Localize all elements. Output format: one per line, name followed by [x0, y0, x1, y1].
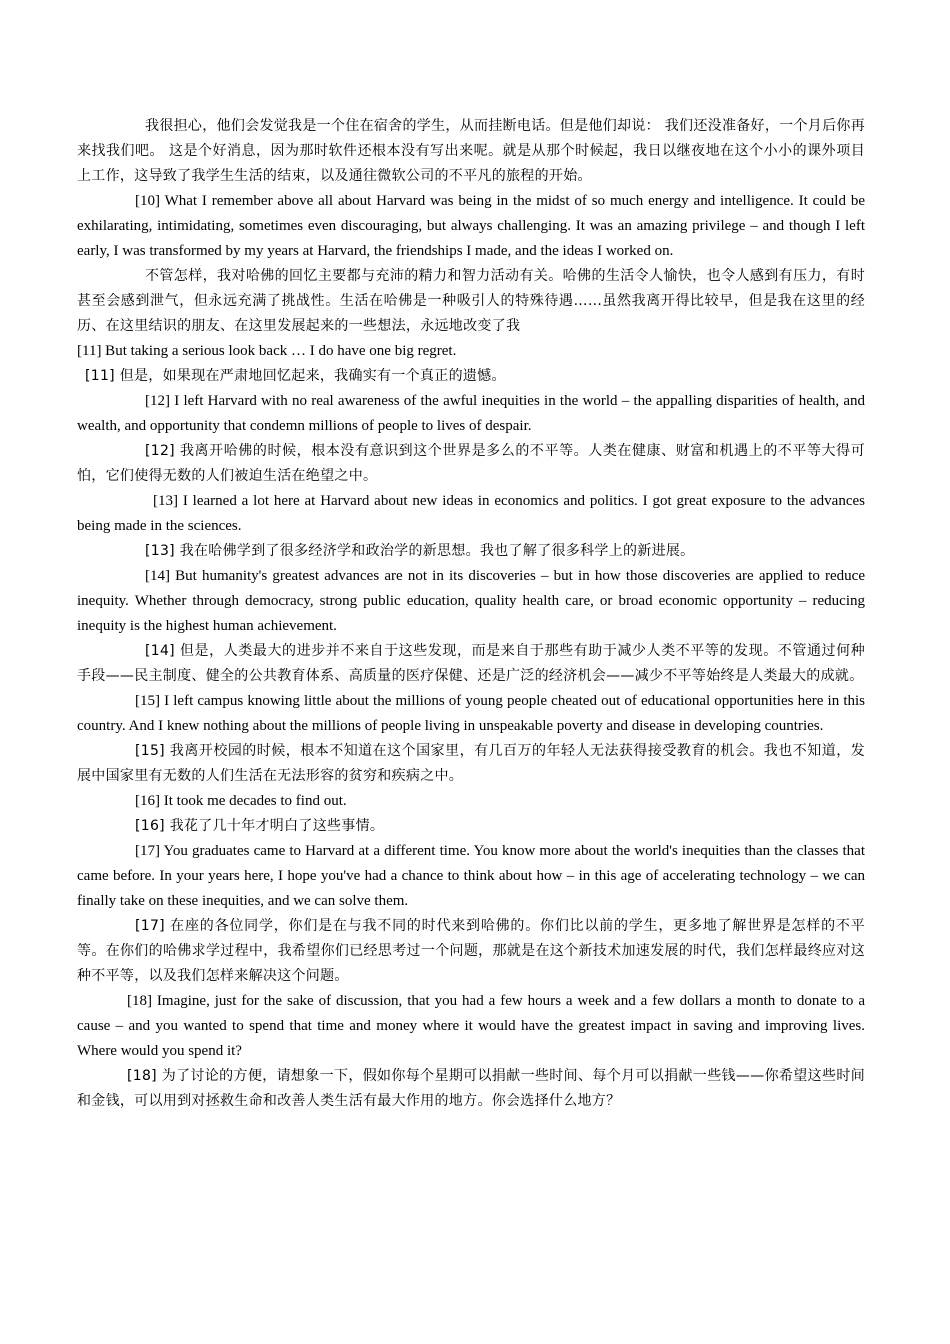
document-body — [77, 114, 865, 1114]
paragraph-zh-15: [15] 我离开校园的时候，根本不知道在这个国家里，有几百万的年轻人无法获得接受教育的机会。我也不知道，发展中国家里有无数的人们生活在无法形容的贫穷和疾病之中。 — [77, 743, 865, 784]
paragraph-zh-intro: 我很担心，他们会发觉我是一个住在宿舍的学生，从而挂断电话。但是他们却说： 我们还没准备好，一个月后你再来找我们吧。 这是个好消息，因为那时软件还根本没有写出来呢。就是从那个时候起，我日以继夜地在这个小小的课外项目上工作，这导致了我学生生活的结束，以及通往微软公司的不平凡的旅程的开始。 — [77, 118, 865, 184]
paragraph-en-13: [13] I learned a lot here at Harvard about new ideas in economics and politics. I got great exposure to the advances being made in the sciences. — [77, 493, 865, 534]
paragraph-zh-10: 不管怎样，我对哈佛的回忆主要都与充沛的精力和智力活动有关。哈佛的生活令人愉快，也令人感到有压力，有时甚至会感到泄气，但永远充满了挑战性。生活在哈佛是一种吸引人的特殊待遇……虽然我离开得比较早，但是我在这里的经历、在这里结识的朋友、在这里发展起来的一些想法，永远地改变了我 — [77, 268, 865, 334]
paragraph-en-14: [14] But humanity's greatest advances are not in its discoveries – but in how those discoveries are applied to reduce inequity. Whether through democracy, strong public education, quality health care, or broad economic opportunity – reducing inequity is the highest human achievement. — [77, 568, 865, 634]
paragraph-zh-16: [16] 我花了几十年才明白了这些事情。 — [135, 818, 385, 834]
paragraph-en-12: [12] I left Harvard with no real awareness of the awful inequities in the world – the appalling disparities of health, and wealth, and opportunity that condemn millions of people to lives of despair. — [77, 393, 865, 434]
paragraph-zh-13: [13] 我在哈佛学到了很多经济学和政治学的新思想。我也了解了很多科学上的新进展。 — [145, 543, 695, 559]
paragraph-en-11: [11] But taking a serious look back … I do have one big regret. — [77, 343, 457, 359]
paragraph-zh-12: [12] 我离开哈佛的时候，根本没有意识到这个世界是多么的不平等。人类在健康、财富和机遇上的不平等大得可怕，它们使得无数的人们被迫生活在绝望之中。 — [77, 443, 865, 484]
paragraph-en-18: [18] Imagine, just for the sake of discussion, that you had a few hours a week and a few dollars a month to donate to a cause – and you wanted to spend that time and money where it would have the greatest impact in saving and improving lives. Where would you spend it? — [77, 993, 865, 1059]
paragraph-en-10: [10] What I remember above all about Harvard was being in the midst of so much energy and intelligence. It could be exhilarating, intimidating, sometimes even discouraging, but always challenging. It was an amazing privilege – and though I left early, I was transformed by my years at Harvard, the friendships I made, and the ideas I worked on. — [77, 193, 865, 259]
paragraph-zh-11: [11] 但是，如果现在严肃地回忆起来，我确实有一个真正的遗憾。 — [85, 368, 506, 384]
paragraph-en-16: [16] It took me decades to find out. — [135, 793, 347, 809]
paragraph-zh-17: [17] 在座的各位同学，你们是在与我不同的时代来到哈佛的。你们比以前的学生，更多地了解世界是怎样的不平等。在你们的哈佛求学过程中，我希望你们已经思考过一个问题，那就是在这个新技术加速发展的时代，我们怎样最终应对这种不平等，以及我们怎样来解决这个问题。 — [77, 918, 865, 984]
paragraph-en-15: [15] I left campus knowing little about the millions of young people cheated out of educational opportunities here in this country. And I knew nothing about the millions of people living in unspeakable poverty and disease in developing countries. — [77, 693, 865, 734]
paragraph-zh-18: [18] 为了讨论的方便，请想象一下，假如你每个星期可以捐献一些时间、每个月可以捐献一些钱——你希望这些时间和金钱，可以用到对拯救生命和改善人类生活有最大作用的地方。你会选择什么地方？ — [77, 1068, 865, 1109]
paragraph-zh-14: [14] 但是，人类最大的进步并不来自于这些发现，而是来自于那些有助于减少人类不平等的发现。不管通过何种手段——民主制度、健全的公共教育体系、高质量的医疗保健、还是广泛的经济机会——减少不平等始终是人类最大的成就。 — [77, 643, 865, 684]
paragraph-en-17: [17] You graduates came to Harvard at a different time. You know more about the world's inequities than the classes that came before. In your years here, I hope you've had a chance to think about how – in this age of accelerating technology – we can finally take on these inequities, and we can solve them. — [77, 843, 865, 909]
